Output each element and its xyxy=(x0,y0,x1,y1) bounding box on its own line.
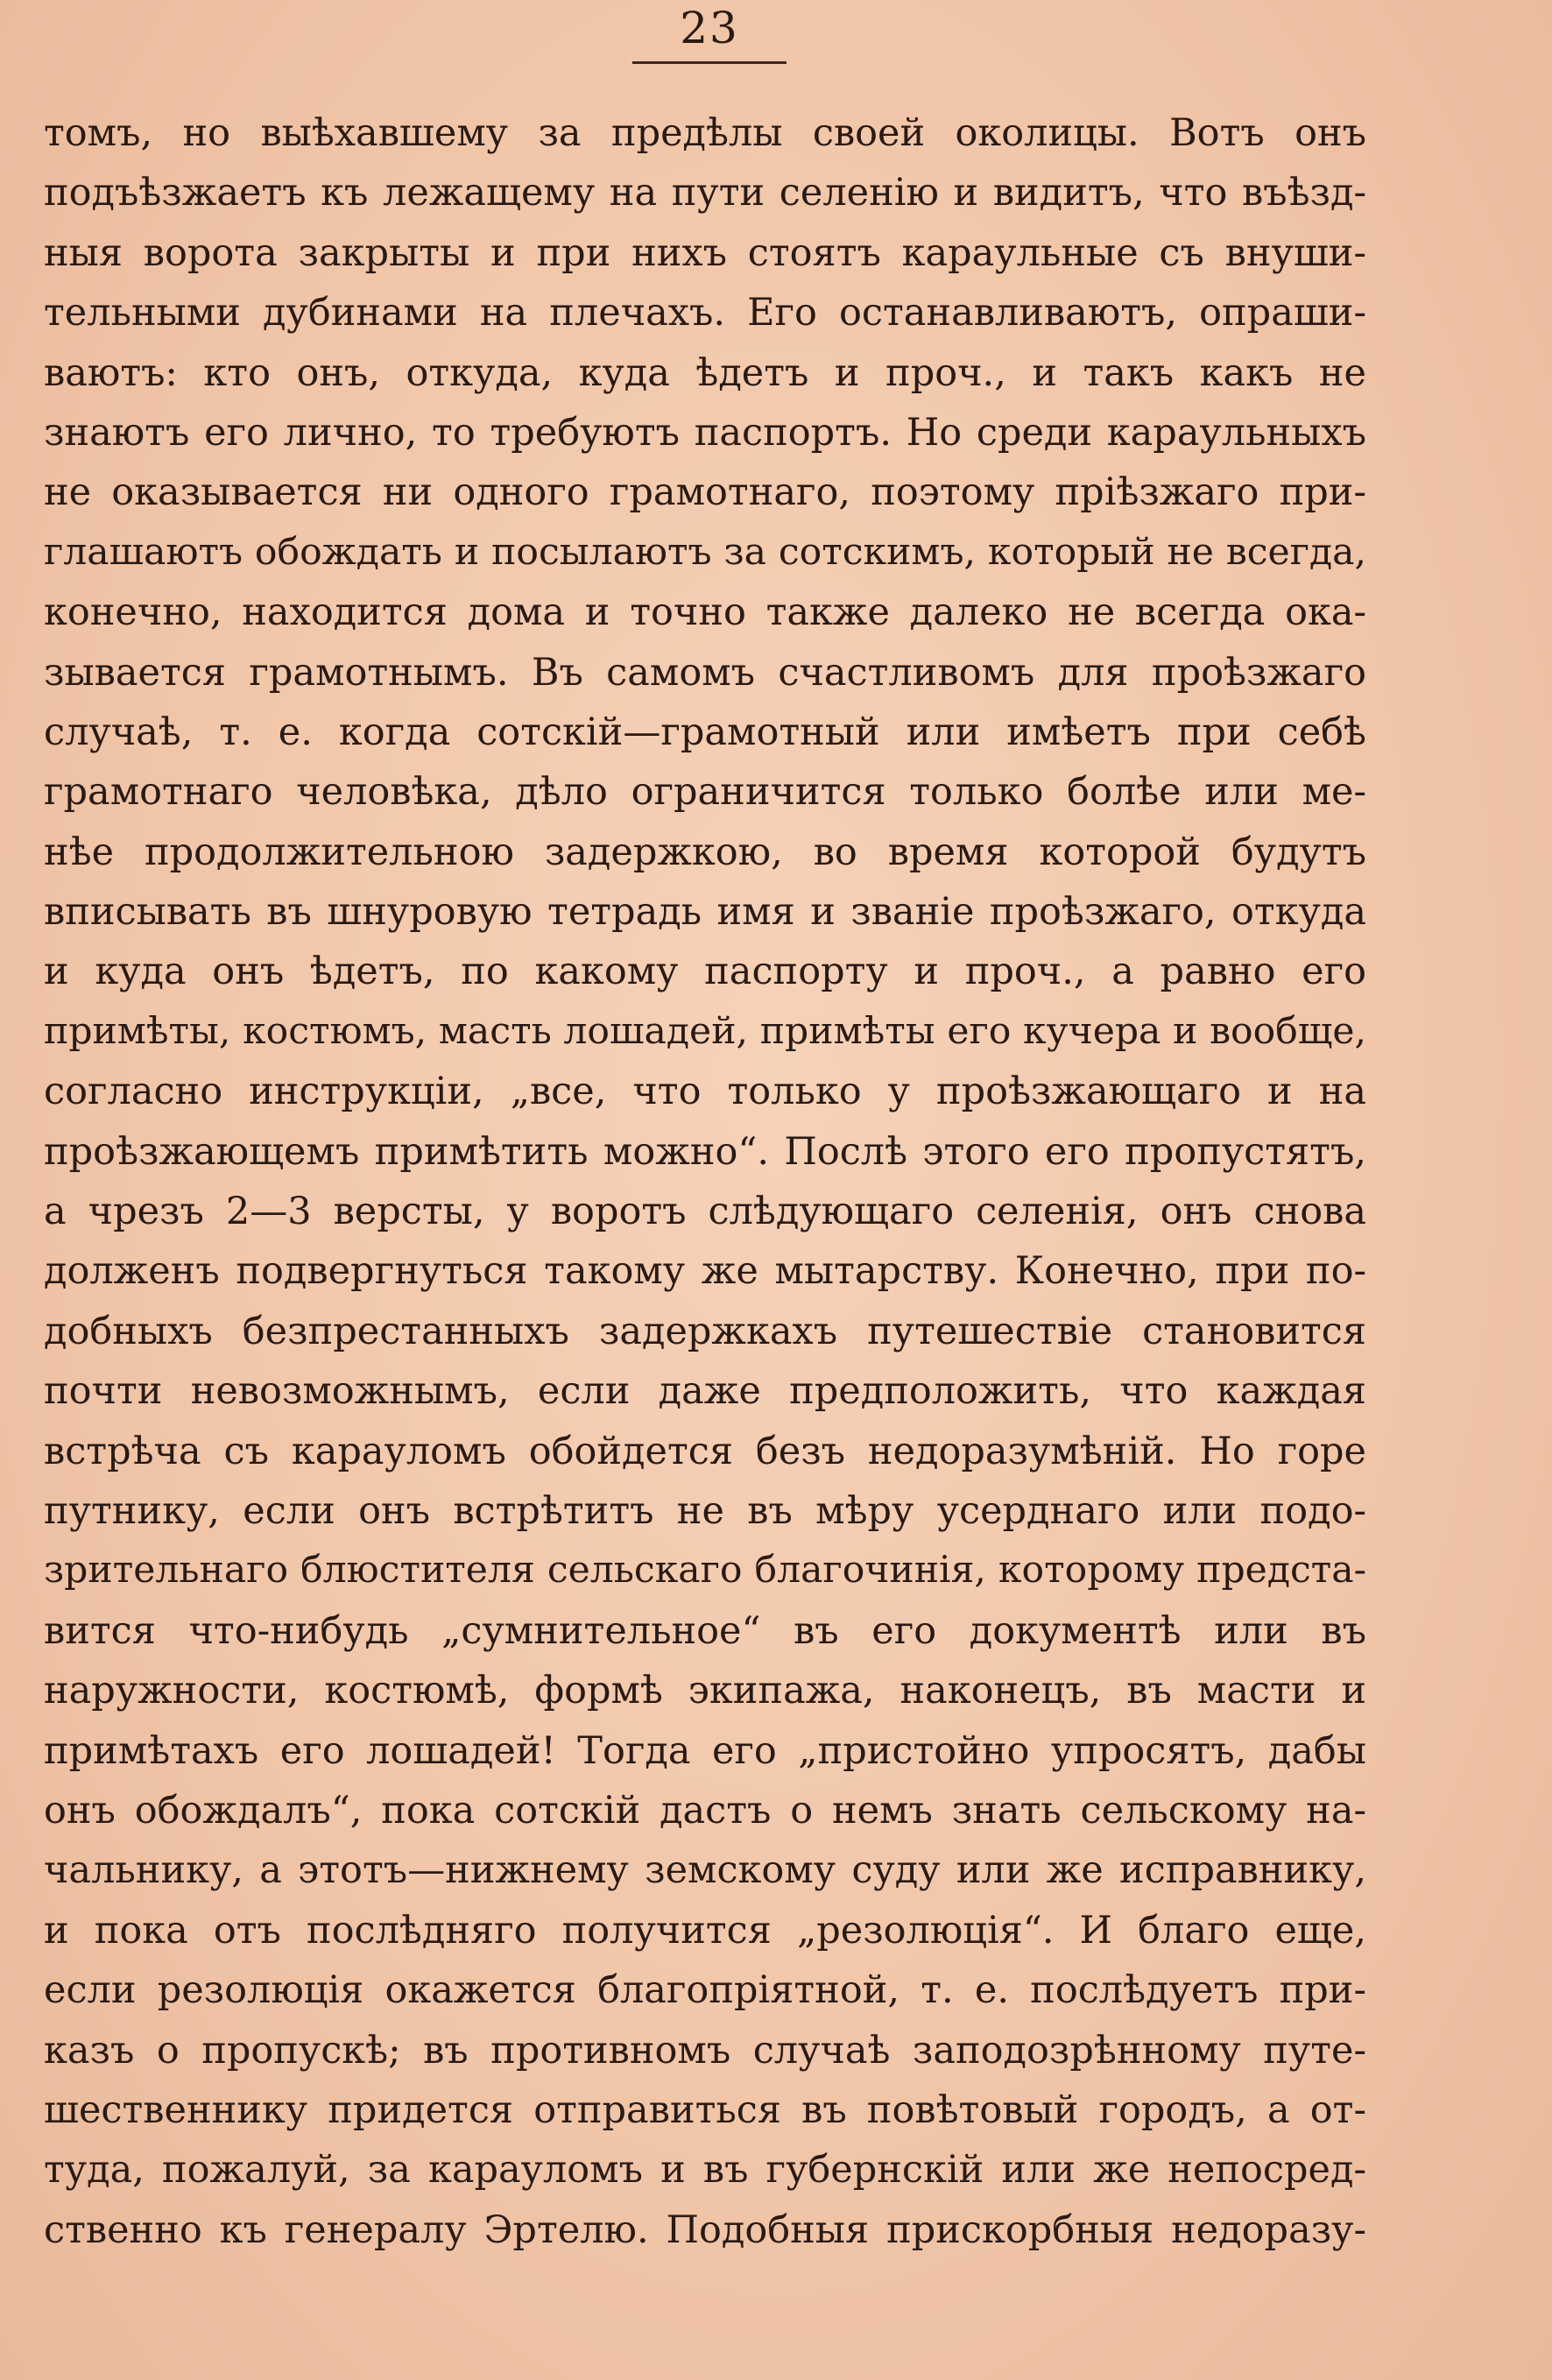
text-line: подъѣзжаетъ къ лежащему на пути селенію и видитъ, что въѣзд- xyxy=(44,171,1366,215)
text-line: вится что-нибудь „сумнительное“ въ его документѣ или въ xyxy=(44,1608,1366,1653)
text-line: ваютъ: кто онъ, откуда, куда ѣдетъ и проч., и такъ какъ не xyxy=(44,350,1366,395)
text-line: глашаютъ обождать и посылаютъ за сотскимъ, который не всегда, xyxy=(44,530,1366,574)
text-line: онъ обождалъ“, пока сотскій дастъ о немъ знать сельскому на- xyxy=(44,1788,1366,1833)
text-line: почти невозможнымъ, если даже предположить, что каждая xyxy=(44,1369,1366,1414)
text-line: конечно, находится дома и точно также далеко не всегда ока- xyxy=(44,590,1366,635)
text-line: зывается грамотнымъ. Въ самомъ счастливомъ для проѣзжаго xyxy=(44,650,1366,695)
text-line: зрительнаго блюстителя сельскаго благочинія, которому предста- xyxy=(44,1549,1366,1593)
text-line: вписывать въ шнуровую тетрадь имя и званіе проѣзжаго, откуда xyxy=(44,890,1366,935)
text-line: томъ, но выѣхавшему за предѣлы своей околицы. Вотъ онъ xyxy=(44,111,1366,155)
text-line: примѣтахъ его лошадей! Тогда его „пристойно упросятъ, дабы xyxy=(44,1728,1366,1773)
page-number: 23 xyxy=(680,3,739,53)
text-line: если резолюція окажется благопріятной, т. е. послѣдуетъ при- xyxy=(44,1968,1366,2013)
text-line: и пока отъ послѣдняго получится „резолюція“. И благо еще, xyxy=(44,1908,1366,1953)
text-line: туда, пожалуй, за карауломъ и въ губернскій или же непосред- xyxy=(44,2148,1366,2193)
text-line: казъ о пропускѣ; въ противномъ случаѣ заподозрѣнному путе- xyxy=(44,2028,1366,2073)
text-line: тельными дубинами на плечахъ. Его останавливаютъ, опраши- xyxy=(44,291,1366,335)
text-line: и куда онъ ѣдетъ, по какому паспорту и проч., а равно его xyxy=(44,950,1366,994)
text-line: случаѣ, т. е. когда сотскій—грамотный или имѣетъ при себѣ xyxy=(44,710,1366,754)
text-line: ственно къ генералу Эртелю. Подобныя прискорбныя недоразу- xyxy=(44,2207,1366,2252)
text-line: нѣе продолжительною задержкою, во время которой будутъ xyxy=(44,830,1366,874)
text-line: путнику, если онъ встрѣтитъ не въ мѣру усерднаго или подо- xyxy=(44,1488,1366,1533)
text-line: не оказывается ни одного грамотнаго, поэтому пріѣзжаго при- xyxy=(44,470,1366,515)
text-line: ныя ворота закрыты и при нихъ стоятъ караульные съ внуши- xyxy=(44,230,1366,275)
text-line: примѣты, костюмъ, масть лошадей, примѣты его кучера и вообще, xyxy=(44,1009,1366,1053)
text-line: проѣзжающемъ примѣтить можно“. Послѣ этого его пропустятъ, xyxy=(44,1129,1366,1174)
text-line: встрѣча съ карауломъ обойдется безъ недоразумѣній. Но горе xyxy=(44,1429,1366,1473)
text-line: знаютъ его лично, то требуютъ паспортъ. Но среди караульныхъ xyxy=(44,410,1366,455)
text-line: добныхъ безпрестанныхъ задержкахъ путешествіе становится xyxy=(44,1309,1366,1353)
text-line: наружности, костюмѣ, формѣ экипажа, наконецъ, въ масти и xyxy=(44,1669,1366,1713)
body-text xyxy=(44,103,1366,2260)
text-line: шественнику придется отправиться въ повѣтовый городъ, а от- xyxy=(44,2087,1366,2132)
page-number-rule xyxy=(632,61,787,64)
text-line: грамотнаго человѣка, дѣло ограничится только болѣе или ме- xyxy=(44,770,1366,815)
text-line: долженъ подвергнуться такому же мытарству. Конечно, при по- xyxy=(44,1249,1366,1294)
text-line: а чрезъ 2—3 версты, у воротъ слѣдующаго селенія, онъ снова xyxy=(44,1190,1366,1234)
text-line: чальнику, а этотъ—нижнему земскому суду или же исправнику, xyxy=(44,1848,1366,1893)
text-line: согласно инструкціи, „все, что только у проѣзжающаго и на xyxy=(44,1070,1366,1114)
